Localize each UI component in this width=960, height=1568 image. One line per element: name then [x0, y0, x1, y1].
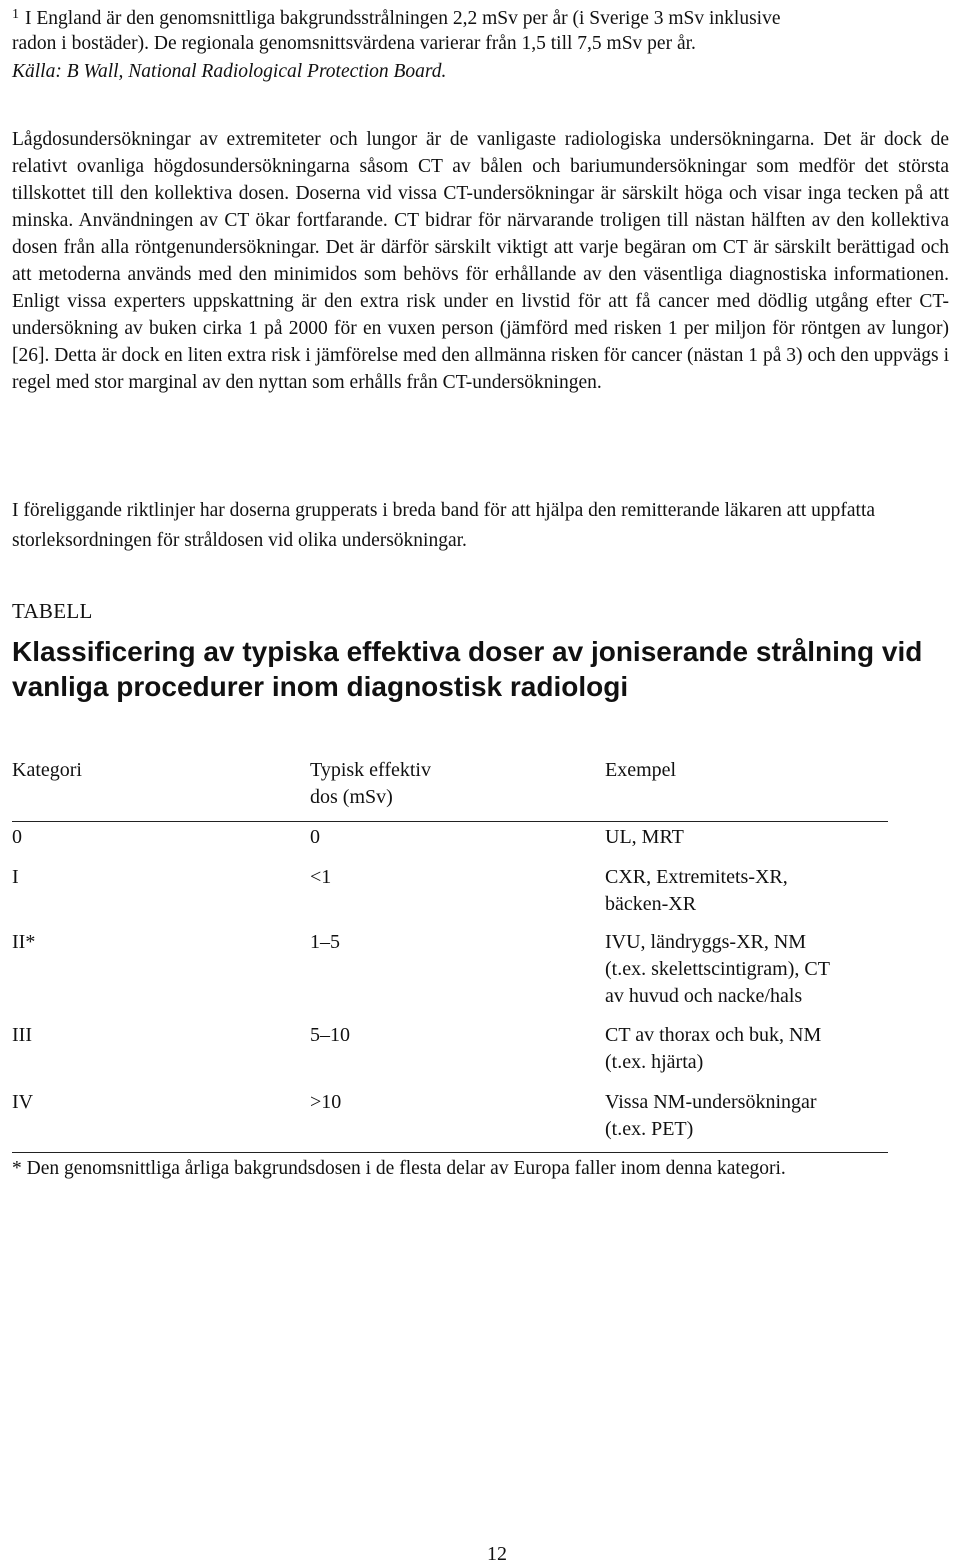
body-paragraph-1: Lågdosundersökningar av extremiteter och lungor är de vanligaste radiologiska undersökningarna. Det är dock de relativt ovanliga högdosundersökningarna såsom CT av bålen och bariumundersökningar som medför det största tillskottet till den kollektiva dosen. Doserna vid vissa CT-undersökningar är särskilt höga och visar inga tecken på att minska. Användningen av CT ökar fortfarande. CT bidrar för närvarande troligen till nästan hälften av den kollektiva dosen från alla röntgenundersökningar. Det är därför särskilt viktigt att varje begäran om CT är särskilt berättigad och att metoderna används med den minimidos som behövs för erhållande av den väsentliga diagnostiska informationen. Enligt vissa experters uppskattning är den extra risk under en livstid för att få cancer med dödlig utgång efter CT-undersökning av buken cirka 1 på 2000 för en vuxen person (jämförd med risken 1 per miljon för röntgen av lungor) [26]. Detta är dock en liten extra risk i jämförelse med den allmänna risken för cancer (nästan 1 på 3) och den uppvägs i regel med stor marginal av den nyttan som erhålls från CT-undersökningen. — [12, 129, 949, 393]
row-1-category: I — [12, 866, 19, 888]
row-4-category: IV — [12, 1091, 34, 1113]
page-number: 12 — [487, 1543, 507, 1565]
table-title-line-1: Klassificering av typiska effektiva doser av joniserande strålning vid — [12, 636, 923, 667]
footnote-line-1 — [12, 2, 952, 31]
table-label: TABELL — [12, 599, 93, 623]
row-2-examples — [605, 929, 830, 1010]
row-2-examples-line-2: (t.ex. skelettscintigram), CT — [605, 958, 830, 980]
header-rule — [12, 821, 888, 822]
header-examples: Exempel — [605, 759, 677, 781]
row-3-dose: 5–10 — [310, 1024, 350, 1046]
row-2-dose: 1–5 — [310, 931, 340, 953]
table-title-line-2: vanliga procedurer inom diagnostisk radiologi — [12, 671, 629, 702]
row-4-examples-line-1: Vissa NM-undersökningar — [605, 1091, 817, 1113]
footnote-text-1: I England är den genomsnittliga bakgrundsstrålningen 2,2 mSv per år (i Sverige 3 mSv inklusive — [25, 8, 781, 29]
row-3-examples — [605, 1022, 821, 1076]
source-citation: Källa: B Wall, National Radiological Protection Board. — [12, 61, 447, 82]
row-2-examples-line-3: av huvud och nacke/hals — [605, 985, 803, 1007]
row-2-category: II* — [12, 931, 36, 953]
table-bottom-rule — [12, 1152, 888, 1153]
header-dose-line-2: dos (mSv) — [310, 786, 393, 808]
table-title — [12, 634, 960, 704]
header-dose-line-1: Typisk effektiv — [310, 759, 431, 781]
row-4-examples — [605, 1089, 817, 1143]
body-paragraph-2: I föreliggande riktlinjer har doserna grupperats i breda band för att hjälpa den remitterande läkaren att uppfatta storleksordningen för stråldosen vid olika undersökningar. — [12, 500, 876, 551]
row-0-examples-line-1: UL, MRT — [605, 826, 684, 848]
row-1-examples-line-1: CXR, Extremitets-XR, — [605, 866, 788, 888]
footnote-marker: 1 — [12, 7, 19, 22]
row-0-category: 0 — [12, 826, 22, 848]
row-4-dose: >10 — [310, 1091, 342, 1113]
row-1-examples — [605, 864, 788, 918]
header-dose — [310, 757, 431, 811]
row-0-dose: 0 — [310, 826, 320, 848]
row-1-examples-line-2: bäcken-XR — [605, 893, 697, 915]
row-0-examples — [605, 824, 684, 851]
row-3-examples-line-2: (t.ex. hjärta) — [605, 1051, 704, 1073]
table-footnote: * Den genomsnittliga årliga bakgrundsdosen i de flesta delar av Europa faller inom denna kategori. — [12, 1158, 786, 1179]
row-4-examples-line-2: (t.ex. PET) — [605, 1118, 694, 1140]
footnote — [12, 2, 952, 56]
footnote-text-2: radon i bostäder). De regionala genomsnittsvärdena varierar från 1,5 till 7,5 mSv per år. — [12, 33, 696, 54]
row-1-dose: <1 — [310, 866, 332, 888]
row-2-examples-line-1: IVU, ländryggs-XR, NM — [605, 931, 807, 953]
row-3-examples-line-1: CT av thorax och buk, NM — [605, 1024, 822, 1046]
header-category: Kategori — [12, 759, 82, 781]
row-3-category: III — [12, 1024, 32, 1046]
